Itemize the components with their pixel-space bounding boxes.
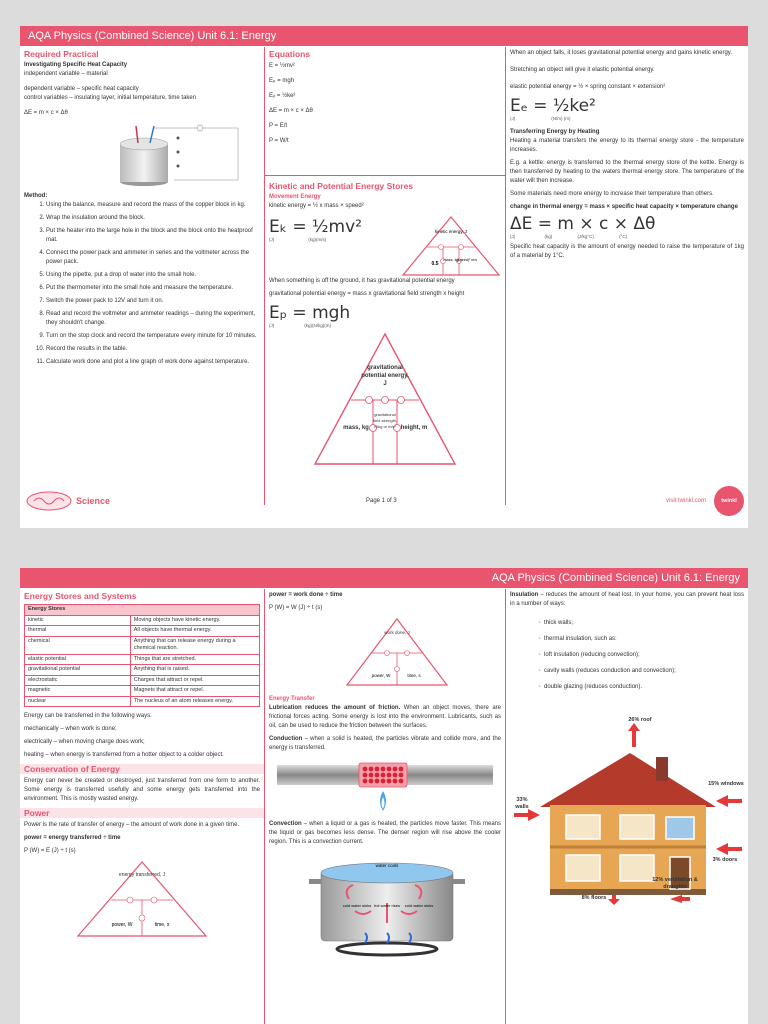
method-label: Method: — [24, 193, 48, 199]
house-label-walls: 33% walls — [515, 797, 529, 810]
energy-stores-column — [20, 589, 264, 1024]
store-description: Charges that attract or repel. — [130, 675, 259, 686]
store-description: Magnets that attract or repel. — [130, 686, 259, 697]
brand-label: Science — [76, 496, 111, 506]
method-step: 10. Record the results in the table. — [46, 345, 260, 354]
triangle-label: 0.5 — [431, 261, 439, 267]
equation-line: P = E/t — [269, 123, 288, 129]
triangle-label: (speed)² m/s — [456, 258, 478, 262]
method-step: 1. Using the balance, measure and record the mass of the copper block in kg. — [46, 201, 260, 210]
power-equation: power = energy transferred ÷ time — [24, 835, 121, 841]
unit-label: (J/kg°C) — [577, 234, 594, 239]
equation-line: Eₑ = ½ke² — [269, 93, 296, 99]
unit-label: (J) — [510, 234, 516, 239]
brain-logo-icon — [24, 490, 74, 512]
method-step: 3. Put the heater into the large hole in the block and the block onto the heatproof mat. — [46, 227, 260, 245]
triangle-label: power, W — [371, 673, 391, 678]
method-step: 11. Calculate work done and plot a line graph of work done against temperature. — [46, 358, 260, 367]
page-two — [20, 568, 748, 1024]
page-title: AQA Physics (Combined Science) Unit 6.1: Energy — [20, 26, 748, 46]
insulation-column — [505, 589, 748, 1024]
insulation-body: – reduces the amount of heat lost. In your home, you can prevent heat loss in a number of ways: — [510, 592, 744, 607]
transfer-line: electrically – when moving charge does work; — [24, 739, 145, 745]
method-step: 5. Using the pipette, put a drop of water into the small hole. — [46, 271, 260, 280]
apparatus-illustration — [24, 122, 260, 186]
unit-label: (N/m) (m) — [551, 116, 571, 121]
store-name: magnetic — [25, 686, 131, 697]
triangle-label: height, m — [400, 425, 428, 431]
transfer-line: Energy can be transferred in the following ways: — [24, 713, 152, 719]
stretch-text: Stretching an object will give it elastic potential energy. — [510, 67, 655, 73]
unit-label: (kg)(N/kg)(m) — [304, 323, 331, 328]
conduction-bold: Conduction — [269, 736, 303, 742]
convection-body: – when a liquid or a gas is heated, the particles move faster. This means the liquid or gas becomes less dense. The denser region will rise above the cooler region. This is a convection current. — [269, 821, 501, 845]
store-name: thermal — [25, 626, 131, 637]
transfer-line: heating – when energy is transferred from a hotter object to a colder object. — [24, 752, 224, 758]
specific-heat-text: Specific heat capacity is the amount of energy needed to raise the temperature of 1kg of a material by 1°C. — [510, 244, 744, 259]
insulation-bold: Insulation — [510, 592, 539, 598]
triangle-label: gravitational potential energy, J — [361, 365, 409, 387]
energy-transfer-methods-column — [264, 589, 505, 1024]
subheading: Movement Energy — [269, 194, 321, 200]
table-header: Energy Stores — [25, 605, 260, 616]
store-name: elastic potential — [25, 654, 131, 665]
house-heat-loss-illustration — [510, 717, 745, 907]
pot-label: water cools — [375, 863, 399, 868]
convection-bold: Convection — [269, 821, 302, 827]
house-label-floors: 8% floors — [581, 895, 607, 901]
triangle-label: mass, kg — [443, 258, 459, 262]
store-description: Things that are stretched. — [130, 654, 259, 665]
page-title: AQA Physics (Combined Science) Unit 6.1: Energy — [20, 568, 748, 588]
lubrication-body: When an object moves, there are frictional forces acting. Some energy is lost into the environment. Lubricants, such as oil, can be used to reduce the friction between the surfaces. — [269, 705, 502, 729]
triangle-label: energy transferred, J — [118, 872, 166, 878]
section-heading: Conservation of Energy — [20, 764, 264, 774]
triangle-label: gravitational field strength, N/kg or m/s² — [373, 412, 397, 429]
unit-label: (J) — [269, 323, 275, 328]
thermal-equation-text: change in thermal energy = mass × specific heat capacity × temperature change — [510, 204, 738, 210]
subheading: Transferring Energy by Heating — [510, 129, 600, 135]
triangle-label: time, s — [154, 922, 170, 928]
conduction-illustration — [269, 757, 502, 815]
kinetic-energy-triangle — [401, 215, 501, 277]
method-step: 6. Put the thermometer into the small hole and measure the temperature. — [46, 284, 260, 293]
equations-column — [264, 47, 505, 505]
triangle-label: power, W — [111, 922, 133, 928]
table-row — [25, 654, 260, 665]
page-number: Page 1 of 3 — [366, 498, 397, 504]
lubrication-text — [269, 704, 501, 731]
table-row — [25, 615, 260, 626]
twinkl-badge-icon: twinkl — [714, 486, 744, 516]
list-item: ◦ thermal insulation, such as: — [544, 635, 744, 644]
thermal-formula: ΔE = m × c × Δθ — [510, 214, 656, 234]
insulation-text — [510, 591, 744, 609]
store-name: nuclear — [25, 696, 131, 707]
store-name: chemical — [25, 636, 131, 654]
table-row — [25, 675, 260, 686]
heat-text: Heating a material transfers the energy to its thermal energy store - the temperature increases. — [510, 138, 744, 153]
triangle-label: time, s — [407, 673, 421, 678]
page-footer — [20, 486, 748, 516]
power-text: Power is the rate of transfer of energy – the amount of work done in a given time. — [24, 822, 240, 828]
twinkl-link[interactable]: visit twinkl.com — [665, 498, 706, 504]
method-step: 9. Turn on the stop clock and record the temperature every minute for 10 minutes. — [46, 332, 260, 341]
house-label-roof: 26% roof — [628, 717, 652, 723]
section-heading: Power — [20, 808, 264, 818]
kinetic-text: kinetic energy = ½ x mass × speed² — [269, 203, 364, 209]
list-item: ◦ loft insulation (reducing convection); — [544, 651, 744, 660]
materials-text: Some materials need more energy to increase their temperature than others. — [510, 191, 714, 197]
store-name: electrostatic — [25, 675, 131, 686]
store-name: gravitational potential — [25, 665, 131, 676]
store-description: Anything that is raised. — [130, 665, 259, 676]
variable-line: dependent variable – specific heat capacity — [24, 86, 139, 92]
store-description: Anything that can release energy during a chemical reaction. — [130, 636, 259, 654]
energy-stores-table — [24, 604, 260, 707]
house-label-doors: 3% doors — [712, 857, 738, 863]
page-one — [20, 26, 748, 528]
power-formula: P (W) = E (J) ÷ t (s) — [24, 848, 76, 854]
house-label-windows: 15% windows — [708, 781, 744, 787]
pot-label: cold water sinks — [342, 903, 372, 908]
table-row — [25, 626, 260, 637]
elastic-text: elastic potential energy = ½ × spring constant × extension² — [510, 84, 666, 90]
work-formula: P (W) = W (J) ÷ t (s) — [269, 605, 323, 611]
equation-line: P = W/t — [269, 138, 289, 144]
method-step: 4. Connect the power pack and ammeter in series and the voltmeter across the power pack. — [46, 249, 260, 267]
pot-label: cold water sinks — [404, 903, 434, 908]
gpe-triangle — [269, 332, 502, 466]
variable-line: independent variable – material — [24, 71, 108, 77]
energy-transfer-column — [505, 47, 748, 505]
store-description: Moving objects have kinetic energy. — [130, 615, 259, 626]
lubrication-bold: Lubrication reduces the amount of friction. — [269, 705, 401, 711]
table-row — [25, 686, 260, 697]
unit-label: (kg)(m/s) — [308, 237, 327, 242]
power-triangle — [24, 860, 260, 938]
elastic-formula: Eₑ = ½ke² — [510, 96, 596, 116]
table-row — [25, 665, 260, 676]
method-step: 2. Wrap the insulation around the block. — [46, 214, 260, 223]
conduction-text — [269, 735, 501, 753]
gpe-formula: Eₚ = mgh — [269, 303, 351, 323]
kettle-text: E.g. a kettle: energy is transferred to the thermal energy store of the kettle. Energy is then transferred by heating to the waters thermal energy store. The temperature of the water will then increase. — [510, 160, 744, 184]
section-heading: Required Practical — [24, 49, 99, 59]
insulation-list — [510, 619, 744, 692]
triangle-label: kinetic energy, J — [434, 229, 468, 234]
work-triangle — [269, 617, 502, 687]
unit-label: (°C) — [619, 234, 628, 239]
variable-line: control variables – insulating layer, initial temperature, time taken — [24, 95, 197, 101]
method-list — [24, 201, 260, 367]
method-step: 8. Read and record the voltmeter and ammeter readings – during the experiment, they shouldn't change. — [46, 310, 260, 328]
convection-pot-illustration — [269, 851, 502, 961]
store-description: All objects have thermal energy. — [130, 626, 259, 637]
equation-line: ΔE = m × c × Δθ — [269, 108, 313, 114]
kinetic-formula: Eₖ = ½mv² — [269, 217, 362, 237]
list-item: ◦ thick walls; — [544, 619, 744, 628]
section-heading: Equations — [269, 49, 311, 59]
house-label-ventilation: 12% ventilation & draughts — [652, 877, 698, 890]
table-row — [25, 696, 260, 707]
work-equation: power = work done ÷ time — [269, 592, 343, 598]
section-heading: Kinetic and Potential Energy Stores — [269, 181, 414, 191]
subheading: Energy Transfer — [269, 696, 315, 702]
fall-text: When an object falls, it loses gravitational potential energy and gains kinetic energy. — [510, 50, 733, 56]
store-name: kinetic — [25, 615, 131, 626]
unit-label: (J) — [510, 116, 516, 121]
pot-label: hot water rises — [373, 903, 401, 908]
section-heading: Energy Stores and Systems — [24, 591, 137, 601]
gpe-text: When something is off the ground, it has gravitational potential energy — [269, 278, 455, 284]
gpe-equation-text: gravitational potential energy = mass x gravitational field strength x height — [269, 291, 465, 297]
equation-line: Eₚ = mgh — [269, 78, 295, 84]
conduction-body: – when a solid is heated, the particles vibrate and collide more, and the energy is transferred. — [269, 736, 501, 751]
triangle-label: work done, J — [384, 630, 410, 635]
unit-label: (J) — [269, 237, 275, 242]
conservation-text: Energy can never be created or destroyed, just transferred from one form to another. Some energy is transferred usefully and some energy gets transferred into the environment. This is mostly wasted energy. — [24, 778, 260, 802]
unit-label: (kg) — [544, 234, 553, 239]
equation-line: E = ½mv² — [269, 63, 295, 69]
table-row — [25, 636, 260, 654]
transfer-line: mechanically – when work is done; — [24, 726, 117, 732]
list-item: ◦ cavity walls (reduces conduction and convection); — [544, 667, 744, 676]
required-practical-column — [20, 47, 264, 505]
subheading: Investigating Specific Heat Capacity — [24, 62, 128, 68]
method-step: 7. Switch the power pack to 12V and turn it on. — [46, 297, 260, 306]
list-item: ◦ double glazing (reduces conduction). — [544, 683, 744, 692]
convection-text — [269, 820, 501, 847]
store-description: The nucleus of an atom releases energy. — [130, 696, 259, 707]
equation-line: ΔE = m × c × Δθ — [24, 110, 68, 116]
triangle-label: mass, kg — [343, 425, 369, 431]
